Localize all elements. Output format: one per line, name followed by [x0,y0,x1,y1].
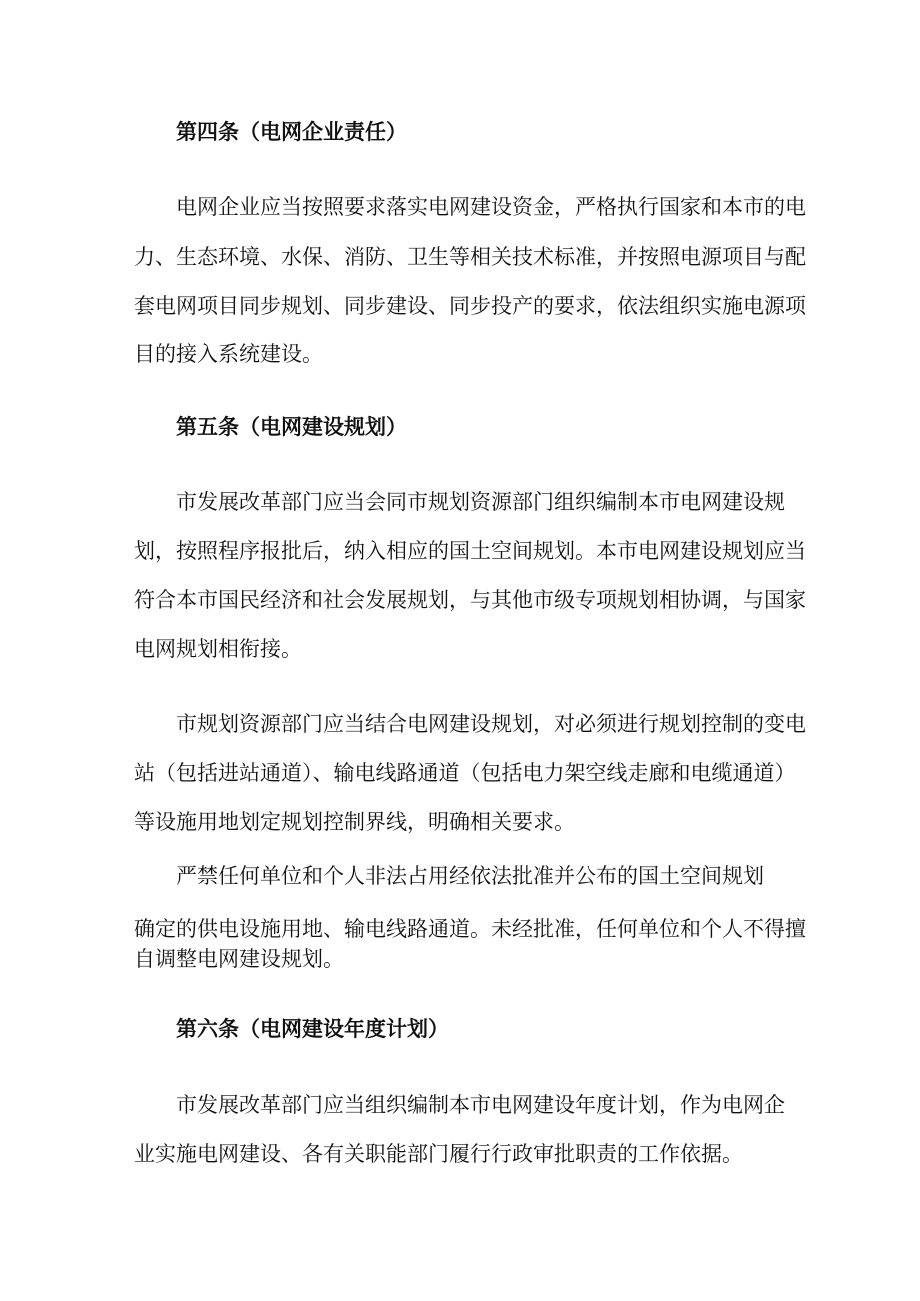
paragraph-line: 划，按照程序报批后，纳入相应的国土空间规划。本市电网建设规划应当 [134,539,806,563]
paragraph-line: 市规划资源部门应当结合电网建设规划，对必须进行规划控制的变电 [176,712,806,736]
paragraph-line: 市发展改革部门应当会同市规划资源部门组织编制本市电网建设规 [176,490,785,514]
paragraph-line: 目的接入系统建设。 [134,342,323,366]
section-heading: 第五条（电网建设规划） [176,415,407,439]
paragraph-line: 电网规划相衔接。 [134,637,302,661]
paragraph-line: 严禁任何单位和个人非法占用经依法批准并公布的国土空间规划 [176,864,764,888]
paragraph-line: 等设施用地划定规划控制界线，明确相关要求。 [134,810,575,834]
section-heading: 第四条（电网企业责任） [176,120,407,144]
paragraph-line: 电网企业应当按照要求落实电网建设资金，严格执行国家和本市的电 [176,195,806,219]
paragraph-line: 符合本市国民经济和社会发展规划，与其他市级专项规划相协调，与国家 [134,588,806,612]
paragraph-line: 确定的供电设施用地、输电线路通道。未经批准，任何单位和个人不得擅 [134,917,806,941]
section-heading: 第六条（电网建设年度计划） [176,1017,449,1041]
paragraph-line: 市发展改革部门应当组织编制本市电网建设年度计划，作为电网企 [176,1093,785,1117]
paragraph-line: 站（包括进站通道）、输电线路通道（包括电力架空线走廊和电缆通道） [134,761,796,785]
paragraph-line: 套电网项目同步规划、同步建设、同步投产的要求，依法组织实施电源项 [134,294,806,318]
paragraph-line: 自调整电网建设规划。 [134,947,344,971]
paragraph-line: 业实施电网建设、各有关职能部门履行行政审批职责的工作依据。 [134,1142,743,1166]
paragraph-line: 力、生态环境、水保、消防、卫生等相关技术标准，并按照电源项目与配 [134,245,806,269]
